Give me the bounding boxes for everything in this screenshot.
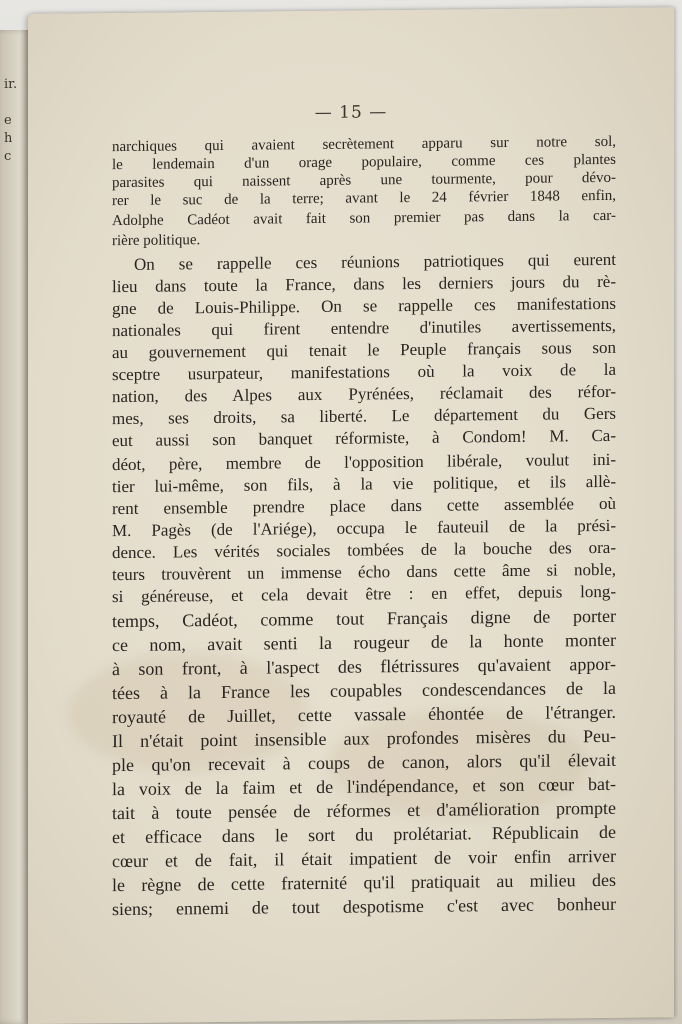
text-line: teurs trouvèrent un immense écho dans cette âme si noble, bbox=[112, 559, 616, 585]
text-line: rer le suc de la terre; avant le 24 février 1848 enfin, bbox=[112, 187, 616, 210]
text-line: rent ensemble prendre place dans cette assemblée où bbox=[112, 493, 616, 519]
text-line: tier lui-même, son fils, à la vie politique, et ils allè- bbox=[112, 471, 616, 497]
text-line: parasites qui naissent après une tourmente, pour dévo- bbox=[112, 169, 616, 192]
text-line: déot, père, membre de l'opposition libérale, voulut ini- bbox=[112, 449, 616, 475]
text-line: eut aussi son banquet réformiste, à Condom! M. Ca- bbox=[112, 425, 616, 451]
text-line: gne de Louis-Philippe. On se rappelle ces manifestations bbox=[112, 293, 616, 319]
text-line: cœur et de fait, il était impatient de voir enfin arriver bbox=[112, 845, 616, 872]
text-line: royauté de Juillet, cette vassale éhontée de l'étranger. bbox=[112, 701, 616, 728]
text-line: nationales qui firent entendre d'inutiles avertissements, bbox=[112, 315, 616, 341]
text-line: dence. Les vérités sociales tombées de la bouche des ora- bbox=[112, 537, 616, 563]
text-line: temps, Cadéot, comme tout Français digne de porter bbox=[112, 605, 616, 632]
text-line: Il n'était point insensible aux profondes misères du Peu- bbox=[112, 725, 616, 752]
text-line: sceptre usurpateur, manifestations où la voix de la bbox=[112, 359, 616, 385]
left-page-edge bbox=[0, 30, 28, 1024]
text-line: M. Pagès (de l'Ariége), occupa le fauteuil de la prési- bbox=[112, 515, 616, 541]
page-number: — 15 — bbox=[314, 102, 388, 123]
text-line: nation, des Alpes aux Pyrénées, réclamait des réfor- bbox=[112, 381, 616, 407]
text-line: ce nom, avait senti la rougeur de la honte monter bbox=[112, 629, 616, 656]
text-line: le règne de cette fraternité qu'il pratiquait au milieu des bbox=[112, 869, 616, 896]
text-line: mes, ses droits, sa liberté. Le département du Gers bbox=[112, 403, 616, 429]
text-line: Adolphe Cadéot avait fait son premier pas dans la car- bbox=[112, 207, 616, 230]
text-line: la voix de la faim et de l'indépendance, et son cœur bat- bbox=[112, 773, 616, 800]
text-line: le lendemain d'un orage populaire, comme ces plantes bbox=[112, 151, 616, 174]
text-line: au gouvernement qui tenait le Peuple français sous son bbox=[112, 337, 616, 363]
text-line: tait à toute pensée de réformes et d'amélioration prompte bbox=[112, 797, 616, 824]
text-line: tées à la France les coupables condescendances de la bbox=[112, 677, 616, 704]
text-line: à son front, à l'aspect des flétrissures qu'avaient appor- bbox=[112, 653, 616, 680]
left-page-text-line: e bbox=[4, 113, 12, 128]
body-text bbox=[112, 132, 616, 920]
text-line: ple qu'on recevait à coups de canon, alors qu'il élevait bbox=[112, 749, 616, 776]
text-line: rière politique. bbox=[112, 232, 201, 250]
text-line: lieu dans toute la France, dans les derniers jours du rè- bbox=[112, 271, 616, 297]
left-page-text-line: ir. bbox=[4, 77, 18, 92]
text-line: si généreuse, et cela devait être : en effet, depuis long- bbox=[112, 581, 616, 607]
text-line: siens; ennemi de tout despotisme c'est avec bonheur bbox=[112, 893, 616, 920]
text-line: narchiques qui avaient secrètement apparu sur notre sol, bbox=[112, 133, 616, 156]
text-line: On se rappelle ces réunions patriotiques qui eurent bbox=[134, 249, 616, 274]
book-page bbox=[28, 7, 674, 1024]
text-line: et efficace dans le sort du prolétariat. Républicain de bbox=[112, 821, 616, 848]
left-page-text-line: h bbox=[4, 131, 13, 146]
left-page-text-line: c bbox=[4, 149, 12, 164]
